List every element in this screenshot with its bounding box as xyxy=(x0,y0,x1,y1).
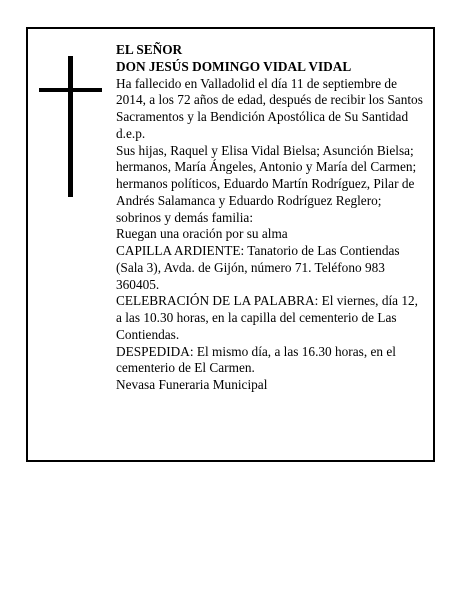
cross-icon-bar xyxy=(39,88,102,92)
death-info: Ha fallecido en Valladolid el día 11 de septiembre de 2014, a los 72 años de edad, después de recibir los Santos Sacramentos y la Bendición Apostólica de Su Santidad xyxy=(116,75,423,124)
notice-heading: EL SEÑOR xyxy=(116,42,183,57)
dep-abbreviation: d.e.p. xyxy=(116,125,146,141)
obituary-notice xyxy=(26,27,435,462)
obituary-text xyxy=(116,42,424,394)
deceased-name: DON JESÚS DOMINGO VIDAL VIDAL xyxy=(116,58,352,74)
prayer-request: Ruegan una oración por su alma xyxy=(116,226,288,242)
funeral-home: Nevasa Funeraria Municipal xyxy=(116,377,268,392)
chapel-info: CAPILLA ARDIENTE: Tanatorio de Las Contiendas (Sala 3), Avda. de Gijón, número 71. Teléfono 983 360405. xyxy=(116,243,400,292)
farewell-info: DESPEDIDA: El mismo día, a las 16.30 horas, en el cementerio de El Carmen. xyxy=(116,343,396,376)
celebration-info: CELEBRACIÓN DE LA PALABRA: El viernes, día 12, a las 10.30 horas, en la capilla del cementerio de Las Contiendas. xyxy=(116,293,419,342)
family-list: Sus hijas, Raquel y Elisa Vidal Bielsa; Asunción Bielsa; hermanos, María Ángeles, Antonio y María del Carmen; hermanos políticos, Eduardo Martín Rodríguez, Pilar de Andrés Salamanca y Eduardo Rodríguez Reglero; sobrinos y demás familia: xyxy=(116,142,417,225)
cross-icon xyxy=(68,56,73,197)
